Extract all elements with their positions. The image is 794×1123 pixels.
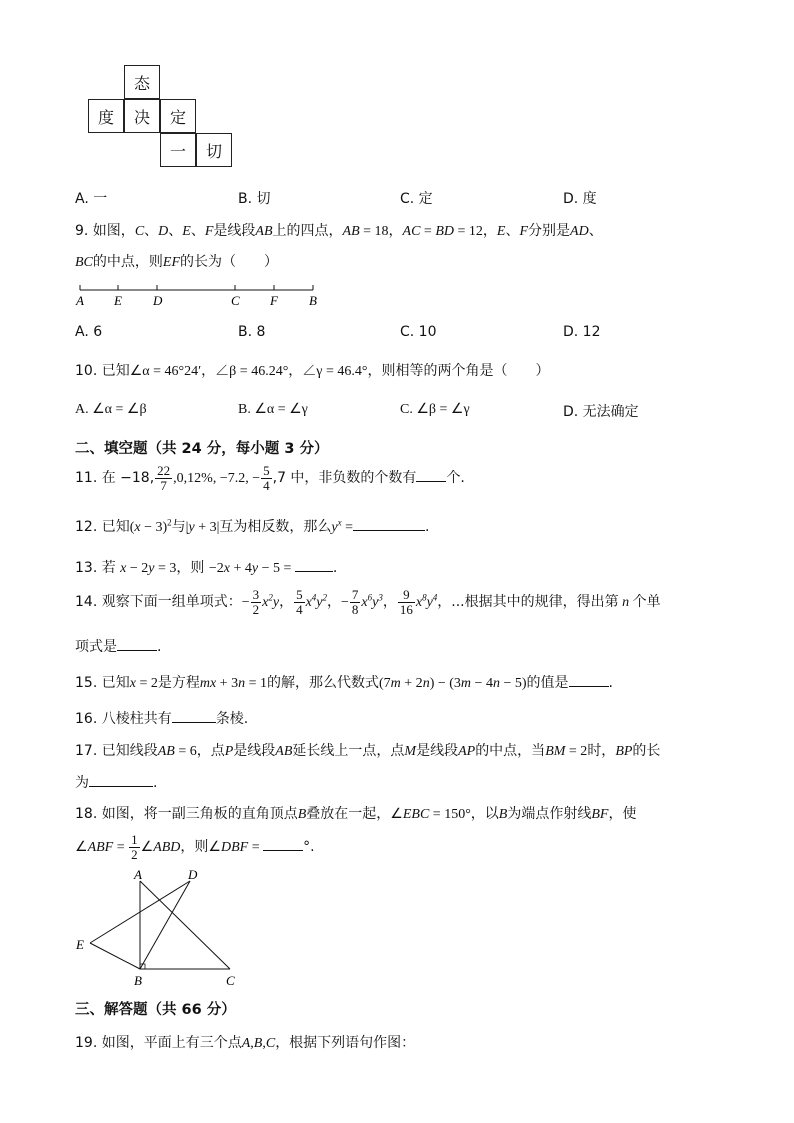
q15-blank[interactable] [569,672,609,687]
q8-option-a: A. 一 [75,191,108,207]
q17-blank[interactable] [89,772,153,787]
q18-blank[interactable] [263,836,303,851]
q18-label-c: C [226,973,235,988]
q10-option-c: C. ∠β = ∠γ [400,402,470,417]
q8-option-b: B. 切 [238,191,271,207]
question-16: 16. 八棱柱共有 条棱. [75,708,248,728]
question-11: 11. 在 −18, $\frac{22}{7}$ ,0,12%, −7.2, − $\frac{5}{4}$ ,7 中，非负数的个数有 个. [75,463,465,493]
q18-triangles-figure [70,865,250,993]
q10-option-a: A. ∠α = ∠β [75,402,147,417]
net-cell-bot-2: 切 [196,133,232,167]
q9-option-d: D. 12 [563,324,601,340]
q9-segment-figure [72,280,332,312]
q16-blank[interactable] [172,708,216,723]
net-cell-mid-1: 度 [88,99,124,133]
q9-label-a: A [76,293,84,308]
net-cell-mid-3: 定 [160,99,196,133]
question-13: 13. 若 x − 2y = 3，则 −2x + 4y − 5 = . [75,557,337,577]
question-17-line1: 17. 已知线段AB = 6，点P是线段AB延长线上一点，点M是线段AP的中点，当BM = 2时，BP的长 [75,743,661,759]
q9-label-b: B [309,293,317,308]
net-cell-top: 态 [124,65,160,99]
q11-blank[interactable] [416,467,446,482]
q9-label-d: D [153,293,163,308]
question-14-line1: 14. 观察下面一组单项式：− $\frac{3}{2}$ $x^2y$， $\frac{5}{4}$ $x^4y^2$，− $\frac{7}{8}$ $x^6y^3$， $\frac{9}{16}$ $x^8y^4$，...根据其中的规律，得出第 n 个单 [75,587,661,617]
question-19: 19. 如图，平面上有三个点A,B,C，根据下列语句作图： [75,1035,416,1051]
question-15: 15. 已知x = 2是方程mx + 3n = 1的解，那么代数式(7m + 2n) − (3m − 4n − 5)的值是 . [75,672,613,692]
question-10: 10. 已知∠α = 46°24′，∠β = 46.24°，∠γ = 46.4°，则相等的两个角是（ ） [75,363,550,379]
q10-option-d: D. 无法确定 [563,404,639,420]
q14-blank[interactable] [117,636,157,651]
q8-option-d: D. 度 [563,191,597,207]
q10-option-b: B. ∠α = ∠γ [238,402,308,417]
question-9-line1: 9. 如图，C、D、E、F是线段AB上的四点，AB = 18，AC = BD = 12，E、F分别是AD、 [75,223,603,239]
net-cell-bot-1: 一 [160,133,196,167]
q9-label-e: E [114,293,122,308]
q9-option-c: C. 10 [400,324,437,340]
section-2-heading: 二、填空题（共 24 分，每小题 3 分） [75,441,329,457]
q18-label-d: D [188,867,198,882]
question-12: 12. 已知$(x - 3)^2$与|y + 3|互为相反数，那么$y^x$ = . [75,517,430,535]
q9-option-a: A. 6 [75,324,103,340]
q18-label-a: A [134,867,142,882]
q9-label-f: F [270,293,278,308]
q9-label-c: C [231,293,240,308]
section-3-heading: 三、解答题（共 66 分） [75,1002,236,1018]
q12-blank[interactable] [353,516,425,531]
question-17-line2: 为 . [75,772,157,792]
q18-label-b: B [134,973,142,988]
q9-option-b: B. 8 [238,324,266,340]
net-cell-mid-2: 决 [124,99,160,133]
q18-label-e: E [76,937,84,952]
question-18-line1: 18. 如图，将一副三角板的直角顶点B叠放在一起，∠EBC = 150°，以B为端点作射线BF，使 [75,806,637,822]
question-14-line2: 项式是 . [75,636,161,656]
question-9-line2: BC的中点，则EF的长为（ ） [75,254,278,270]
q13-blank[interactable] [295,557,333,572]
q8-option-c: C. 定 [400,191,433,207]
question-18-line2: ∠ABF = $\frac{1}{2}$ ∠ABD，则∠DBF = °. [75,832,315,862]
